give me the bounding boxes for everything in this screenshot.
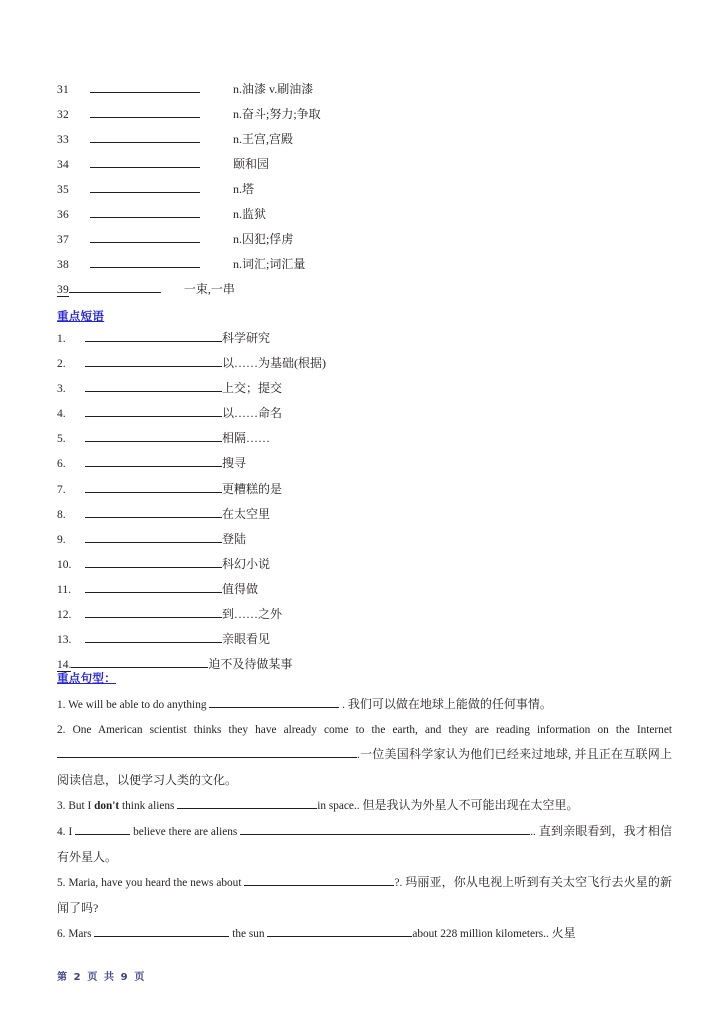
phrase-definition: 科幻小说 bbox=[222, 556, 271, 571]
sentence-pattern-4 bbox=[57, 819, 672, 870]
vocabulary-list bbox=[57, 80, 677, 305]
phrase-row bbox=[57, 354, 677, 379]
vocabulary-row bbox=[57, 280, 677, 305]
vocabulary-answer-blank[interactable] bbox=[90, 156, 200, 168]
phrase-answer-blank[interactable] bbox=[85, 506, 222, 518]
pattern-english-mid: the sun bbox=[232, 928, 265, 941]
phrase-row bbox=[57, 530, 677, 555]
phrase-number: 5. bbox=[57, 433, 66, 446]
vocabulary-answer-blank[interactable] bbox=[90, 206, 200, 218]
phrase-number: 2. bbox=[57, 358, 66, 371]
section-heading-patterns: 重点句型： bbox=[57, 671, 116, 685]
vocabulary-row bbox=[57, 180, 677, 205]
pattern-chinese: 直到亲眼看到，我才相信有外星人。 bbox=[57, 823, 673, 864]
sentence-pattern-5 bbox=[57, 870, 672, 921]
phrase-number: 11. bbox=[57, 583, 71, 596]
phrase-definition: 迫不及待做某事 bbox=[208, 657, 293, 672]
phrase-row bbox=[57, 404, 677, 429]
pattern-number: 6. bbox=[57, 928, 66, 941]
pattern-english-after: ?. bbox=[394, 877, 403, 890]
vocabulary-number: 36 bbox=[57, 209, 69, 221]
page-footer: 第 2 页 共 9 页 bbox=[57, 972, 146, 983]
phrase-definition: 更糟糕的是 bbox=[222, 481, 283, 496]
phrase-answer-blank[interactable] bbox=[85, 380, 222, 392]
phrase-answer-blank[interactable] bbox=[85, 606, 222, 618]
phrase-definition: 登陆 bbox=[222, 531, 247, 546]
vocabulary-answer-blank[interactable] bbox=[90, 231, 200, 243]
phrase-number: 7. bbox=[57, 483, 66, 496]
phrase-definition: 在太空里 bbox=[222, 506, 271, 521]
phrase-number: 13. bbox=[57, 634, 72, 647]
vocabulary-answer-blank[interactable] bbox=[90, 256, 200, 268]
pattern-answer-blank[interactable] bbox=[244, 874, 394, 886]
pattern-english-emphasis: don't bbox=[94, 800, 120, 813]
sentence-pattern-1 bbox=[57, 692, 672, 718]
vocabulary-answer-blank[interactable] bbox=[90, 106, 200, 118]
phrase-definition: 值得做 bbox=[222, 581, 259, 596]
vocabulary-answer-blank[interactable] bbox=[90, 181, 200, 193]
pattern-english-after: about 228 million kilometers.. bbox=[412, 928, 549, 941]
phrase-answer-blank[interactable] bbox=[85, 631, 222, 643]
vocabulary-row bbox=[57, 80, 677, 105]
pattern-chinese: 火星 bbox=[551, 926, 576, 941]
pattern-english-line2: Internet bbox=[636, 723, 672, 736]
phrase-list bbox=[57, 329, 677, 680]
pattern-english-line1: One American scientist thinks they have already come to the earth, and they are reading information on the bbox=[72, 723, 630, 736]
vocabulary-number: 32 bbox=[57, 109, 69, 121]
vocabulary-definition: n.王宫,宫殿 bbox=[233, 132, 294, 146]
phrase-answer-blank[interactable] bbox=[85, 531, 222, 543]
sentence-pattern-6 bbox=[57, 921, 672, 947]
vocabulary-answer-blank[interactable] bbox=[90, 81, 200, 93]
pattern-answer-blank[interactable] bbox=[177, 797, 317, 809]
phrase-answer-blank[interactable] bbox=[85, 556, 222, 568]
phrase-number: 4. bbox=[57, 408, 66, 421]
pattern-answer-blank[interactable] bbox=[267, 925, 412, 937]
vocabulary-number: 31 bbox=[57, 84, 69, 96]
phrase-definition: 到……之外 bbox=[222, 607, 283, 622]
vocabulary-definition: n.囚犯;俘虏 bbox=[233, 232, 294, 246]
vocabulary-row bbox=[57, 130, 677, 155]
vocabulary-definition: 颐和园 bbox=[233, 157, 270, 171]
vocabulary-definition: n.塔 bbox=[233, 182, 255, 196]
phrase-number: 14. bbox=[57, 659, 72, 672]
phrase-number: 12. bbox=[57, 609, 72, 622]
phrase-number: 9. bbox=[57, 533, 66, 546]
pattern-number: 2. bbox=[57, 723, 66, 736]
vocabulary-definition: n.监狱 bbox=[233, 207, 267, 221]
vocabulary-definition: n.词汇;词汇量 bbox=[233, 257, 306, 271]
pattern-english-before: Maria, have you heard the news about bbox=[68, 877, 242, 890]
pattern-number: 4. bbox=[57, 825, 66, 838]
phrase-row bbox=[57, 555, 677, 580]
vocabulary-row bbox=[57, 155, 677, 180]
pattern-number: 3. bbox=[57, 800, 66, 813]
vocabulary-number: 35 bbox=[57, 184, 69, 196]
sentence-pattern-list bbox=[57, 692, 672, 947]
pattern-chinese: 玛丽亚，你从电视上听到有关太空飞行去火星的新闻了吗? bbox=[57, 875, 673, 915]
vocabulary-definition: n.奋斗;努力;争取 bbox=[233, 107, 321, 121]
section-heading-phrases: 重点短语 bbox=[57, 309, 105, 323]
phrase-answer-blank[interactable] bbox=[85, 405, 222, 417]
pattern-english-before: Mars bbox=[68, 928, 92, 941]
pattern-chinese: 一位美国科学家认为他们已经来过地球, 并且正在互联网上阅读信息，以便学习人类的文化。 bbox=[57, 747, 672, 787]
vocabulary-answer-blank[interactable] bbox=[69, 281, 161, 293]
vocabulary-number: 38 bbox=[57, 259, 69, 271]
pattern-english-mid: think aliens bbox=[122, 800, 175, 813]
phrase-answer-blank[interactable] bbox=[85, 355, 222, 367]
phrase-definition: 科学研究 bbox=[222, 331, 271, 345]
pattern-chinese: 但是我认为外星人不可能出现在太空里。 bbox=[362, 798, 579, 813]
phrase-definition: 上交；提交 bbox=[222, 381, 283, 396]
pattern-answer-blank[interactable] bbox=[209, 696, 339, 708]
phrase-row bbox=[57, 329, 677, 354]
vocabulary-row bbox=[57, 105, 677, 130]
pattern-english-before: I bbox=[68, 825, 73, 838]
pattern-english-after: . bbox=[357, 749, 360, 762]
vocabulary-number: 34 bbox=[57, 159, 69, 171]
pattern-english-after: in space.. bbox=[317, 800, 360, 813]
phrase-row bbox=[57, 505, 677, 530]
pattern-english-after: . bbox=[342, 699, 345, 711]
vocabulary-row bbox=[57, 230, 677, 255]
pattern-answer-blank[interactable] bbox=[94, 925, 229, 937]
phrase-definition: 亲眼看见 bbox=[222, 632, 271, 647]
phrase-row bbox=[57, 630, 677, 655]
pattern-english-before: But I bbox=[68, 800, 92, 813]
phrase-number: 1. bbox=[57, 333, 66, 345]
phrase-definition: 搜寻 bbox=[222, 456, 247, 471]
phrase-number: 8. bbox=[57, 508, 66, 521]
pattern-english-after: .. bbox=[530, 825, 536, 838]
vocabulary-answer-blank[interactable] bbox=[90, 131, 200, 143]
vocabulary-number: 37 bbox=[57, 234, 69, 246]
phrase-definition: 以……为基础(根据) bbox=[222, 356, 326, 371]
pattern-number: 1. bbox=[57, 699, 66, 711]
phrase-row bbox=[57, 580, 677, 605]
vocabulary-row bbox=[57, 205, 677, 230]
pattern-answer-blank[interactable] bbox=[57, 746, 357, 758]
sentence-pattern-3 bbox=[57, 793, 672, 819]
pattern-english-mid: believe there are aliens bbox=[133, 825, 238, 838]
phrase-row bbox=[57, 605, 677, 630]
phrase-row bbox=[57, 655, 677, 680]
phrase-definition: 相隔…… bbox=[222, 431, 271, 446]
phrase-number: 3. bbox=[57, 383, 66, 396]
vocabulary-number: 39 bbox=[57, 284, 69, 296]
phrase-answer-blank[interactable] bbox=[85, 330, 222, 342]
vocabulary-definition: n.油漆 v.刷油漆 bbox=[233, 82, 314, 96]
phrase-answer-blank[interactable] bbox=[85, 455, 222, 467]
phrase-number: 6. bbox=[57, 458, 66, 471]
phrase-answer-blank[interactable] bbox=[85, 581, 222, 593]
vocabulary-number: 33 bbox=[57, 134, 69, 146]
pattern-answer-blank[interactable] bbox=[75, 823, 130, 835]
pattern-number: 5. bbox=[57, 877, 66, 890]
phrase-answer-blank[interactable] bbox=[71, 656, 208, 668]
phrase-row bbox=[57, 480, 677, 505]
pattern-answer-blank[interactable] bbox=[240, 823, 530, 835]
phrase-row bbox=[57, 429, 677, 454]
pattern-chinese: 我们可以做在地球上能做的任何事情。 bbox=[347, 697, 552, 711]
pattern-english-before: We will be able to do anything bbox=[68, 699, 207, 711]
vocabulary-row bbox=[57, 255, 677, 280]
sentence-pattern-2 bbox=[57, 718, 672, 794]
vocabulary-definition: 一束,一串 bbox=[183, 282, 235, 296]
phrase-answer-blank[interactable] bbox=[85, 481, 222, 493]
phrase-number: 10. bbox=[57, 558, 72, 571]
phrase-definition: 以……命名 bbox=[222, 406, 283, 421]
phrase-answer-blank[interactable] bbox=[85, 430, 222, 442]
phrase-row bbox=[57, 454, 677, 479]
phrase-row bbox=[57, 379, 677, 404]
